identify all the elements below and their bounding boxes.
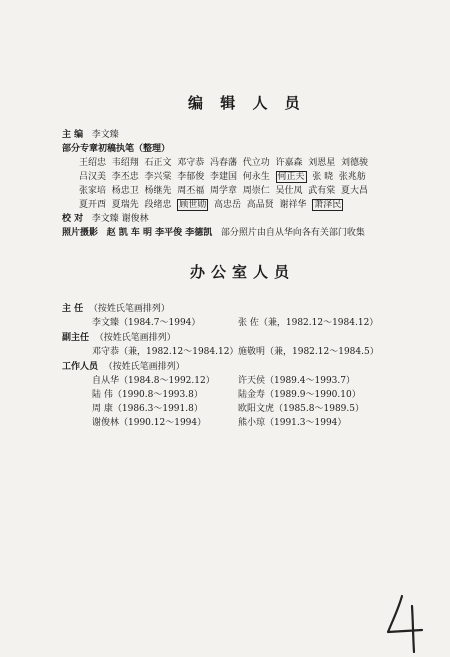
director-label-row — [62, 304, 170, 315]
writer-name: 周丕福 — [177, 186, 205, 196]
deputy-left: 邓守恭（兼，1982.12～1984.12） — [92, 347, 239, 357]
writers-section-label — [62, 144, 170, 155]
proofreader-names: 李文臻 谢俊林 — [91, 214, 149, 224]
handwritten-page-number — [382, 592, 432, 654]
deputy-label: 副主任 — [62, 333, 90, 343]
writer-name: 夏开酉 — [79, 200, 107, 210]
order-note: （按姓氏笔画排列） — [94, 333, 176, 343]
writer-name: 代立功 — [242, 158, 270, 168]
chief-editor-name: 李文臻 — [91, 130, 119, 140]
writer-name: 吴仕凤 — [275, 186, 303, 196]
writer-name: 周学章 — [210, 186, 238, 196]
writer-name: 刘德骏 — [341, 158, 369, 168]
writers-row-1 — [79, 158, 368, 169]
writer-name: 吕汉美 — [79, 172, 107, 182]
writer-name: 冯春藩 — [210, 158, 238, 168]
writer-name: 谢祥华 — [279, 200, 307, 210]
writers-row-4 — [79, 200, 343, 211]
writer-name: 武有棠 — [308, 186, 336, 196]
writers-row-2 — [79, 172, 366, 183]
order-note: （按姓氏笔画排列） — [88, 304, 170, 314]
writer-name: 李兴棠 — [144, 172, 172, 182]
writer-name: 杨忠卫 — [111, 186, 139, 196]
writer-name: 李建国 — [210, 172, 238, 182]
writer-name: 段绪忠 — [144, 200, 172, 210]
photography-row — [62, 228, 365, 239]
writer-name: 高品贤 — [246, 200, 274, 210]
writer-name: 张 晓 — [312, 172, 334, 182]
writer-name: 刘恩星 — [308, 158, 336, 168]
director-left: 李文臻（1984.7～1994） — [92, 318, 201, 328]
photographer-names: 赵 凯 车 明 李平俊 李德凯 — [106, 228, 213, 238]
writer-name: 夏瑞先 — [111, 200, 139, 210]
deputy-label-row — [62, 333, 176, 344]
writer-name: 韦绍翔 — [111, 158, 139, 168]
writer-name: 夏大昌 — [341, 186, 369, 196]
proofreader-label: 校 对 — [62, 214, 84, 224]
staff-left: 陆 伟（1990.8～1993.8） — [92, 390, 203, 400]
writer-name: 张兆舫 — [338, 172, 366, 182]
staff-label: 工作人员 — [62, 362, 99, 372]
proofreader-row — [62, 214, 149, 225]
writer-name: 邓守恭 — [177, 158, 205, 168]
order-note: （按姓氏笔画排列） — [103, 362, 185, 372]
writer-name: 杨继先 — [144, 186, 172, 196]
chief-editor-row — [62, 130, 119, 141]
writer-name: 王绍忠 — [79, 158, 107, 168]
writer-name: 张家培 — [79, 186, 107, 196]
photography-label: 照片摄影 — [62, 228, 99, 238]
writers-row-3 — [79, 186, 368, 197]
director-right: 张 佐（兼，1982.12～1984.12） — [238, 318, 379, 328]
writer-name: 高忠岳 — [214, 200, 242, 210]
writer-name: 李郁俊 — [177, 172, 205, 182]
staff-right: 熊小琼（1991.3～1994） — [238, 418, 347, 428]
writer-name: 周崇仁 — [242, 186, 270, 196]
writer-name: 石正文 — [144, 158, 172, 168]
staff-left: 自从华（1984.8～1992.12） — [92, 376, 215, 386]
photography-note: 部分照片由自从华向各有关部门收集 — [220, 228, 365, 238]
writers-label: 部分专章初稿执笔（整理） — [62, 144, 171, 154]
staff-right: 许天侯（1989.4～1993.7） — [238, 376, 355, 386]
writer-name-boxed: 萧泽民 — [314, 200, 342, 210]
chief-editor-label: 主 编 — [62, 130, 84, 140]
writer-name: 何永生 — [242, 172, 270, 182]
director-label: 主 任 — [62, 304, 84, 314]
staff-label-row — [62, 362, 185, 373]
office-title: 办公室人员 — [190, 263, 296, 281]
writer-name: 李丕忠 — [111, 172, 139, 182]
staff-left: 周 康（1986.3～1991.8） — [92, 404, 203, 414]
staff-left: 谢俊林（1990.12～1994） — [92, 418, 207, 428]
deputy-right: 施敬明（兼，1982.12～1984.5） — [238, 347, 379, 357]
writer-name-boxed: 顾世勋 — [179, 200, 207, 210]
editors-title: 编 辑 人 员 — [188, 94, 306, 112]
writer-name: 许嘉森 — [275, 158, 303, 168]
staff-right: 欧阳文虎（1985.8～1989.5） — [238, 404, 364, 414]
staff-right: 陆金寿（1989.9～1990.10） — [238, 390, 361, 400]
writer-name-boxed: 何正夫 — [277, 172, 305, 182]
